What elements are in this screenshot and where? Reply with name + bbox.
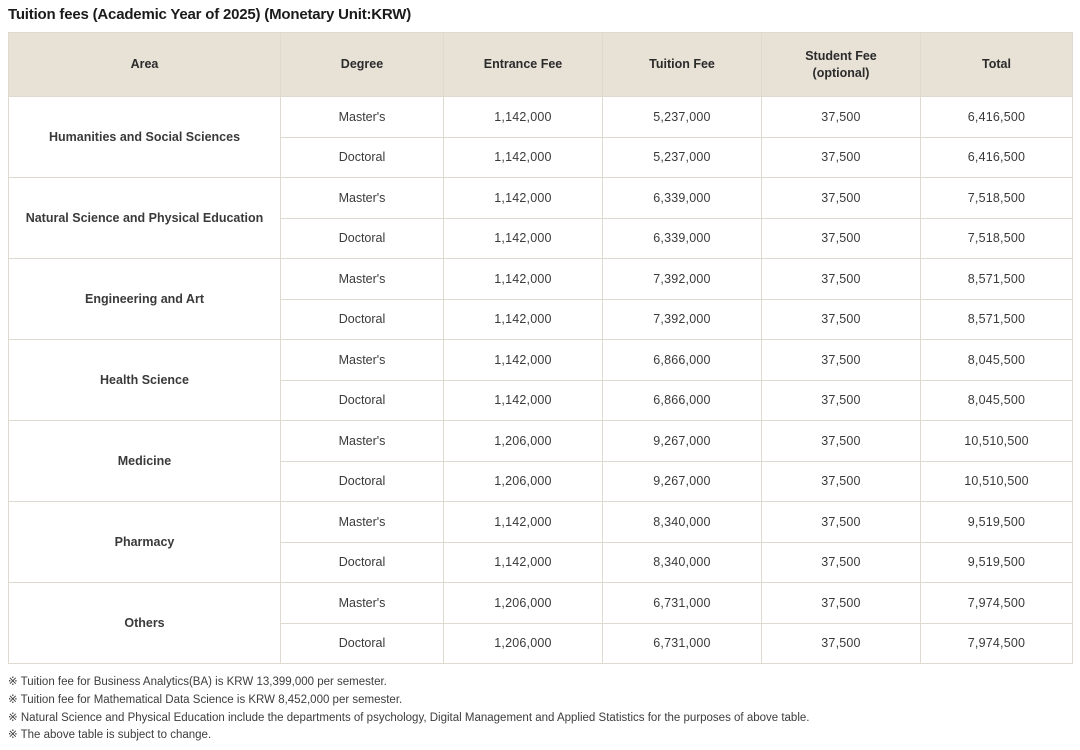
area-cell: Humanities and Social Sciences (9, 97, 281, 178)
table-body (9, 97, 1073, 664)
tuition-fee-cell: 5,237,000 (603, 97, 762, 138)
entrance-fee-cell: 1,142,000 (444, 259, 603, 300)
entrance-fee-cell: 1,142,000 (444, 502, 603, 543)
student-fee-cell: 37,500 (762, 461, 921, 502)
degree-cell: Doctoral (281, 380, 444, 421)
entrance-fee-cell: 1,142,000 (444, 137, 603, 178)
page-title: Tuition fees (Academic Year of 2025) (Monetary Unit:KRW) (8, 6, 412, 23)
entrance-fee-cell: 1,142,000 (444, 542, 603, 583)
total-cell: 7,518,500 (921, 218, 1073, 259)
student-fee-cell: 37,500 (762, 299, 921, 340)
area-cell: Natural Science and Physical Education (9, 178, 281, 259)
table-row (9, 502, 1073, 543)
total-cell: 7,518,500 (921, 178, 1073, 219)
entrance-fee-cell: 1,142,000 (444, 340, 603, 381)
tuition-fee-cell: 8,340,000 (603, 502, 762, 543)
note-item: ※ Tuition fee for Business Analytics(BA) is KRW 13,399,000 per semester. (8, 676, 387, 688)
degree-cell: Doctoral (281, 623, 444, 664)
tuition-fee-cell: 9,267,000 (603, 461, 762, 502)
column-header-degree: Degree (281, 33, 444, 97)
student-fee-label-line1: Student Fee (805, 48, 877, 63)
total-cell: 7,974,500 (921, 583, 1073, 624)
tuition-fee-cell: 6,866,000 (603, 380, 762, 421)
table-header-row (9, 33, 1073, 97)
tuition-fee-cell: 7,392,000 (603, 259, 762, 300)
tuition-fee-cell: 6,339,000 (603, 218, 762, 259)
entrance-fee-cell: 1,142,000 (444, 299, 603, 340)
tuition-fee-cell: 6,731,000 (603, 583, 762, 624)
degree-cell: Master's (281, 259, 444, 300)
total-cell: 9,519,500 (921, 502, 1073, 543)
student-fee-cell: 37,500 (762, 218, 921, 259)
area-cell: Medicine (9, 421, 281, 502)
degree-cell: Master's (281, 97, 444, 138)
table-row (9, 259, 1073, 300)
student-fee-cell: 37,500 (762, 380, 921, 421)
degree-cell: Doctoral (281, 137, 444, 178)
degree-cell: Master's (281, 340, 444, 381)
column-header-area: Area (9, 33, 281, 97)
total-cell: 10,510,500 (921, 461, 1073, 502)
total-cell: 6,416,500 (921, 137, 1073, 178)
note-item: ※ The above table is subject to change. (8, 729, 212, 742)
total-cell: 7,974,500 (921, 623, 1073, 664)
student-fee-cell: 37,500 (762, 137, 921, 178)
tuition-fee-cell: 6,339,000 (603, 178, 762, 219)
student-fee-cell: 37,500 (762, 583, 921, 624)
degree-cell: Master's (281, 178, 444, 219)
entrance-fee-cell: 1,142,000 (444, 178, 603, 219)
total-cell: 8,045,500 (921, 340, 1073, 381)
student-fee-cell: 37,500 (762, 421, 921, 462)
entrance-fee-cell: 1,206,000 (444, 623, 603, 664)
tuition-fee-cell: 9,267,000 (603, 421, 762, 462)
table-row (9, 583, 1073, 624)
area-cell: Pharmacy (9, 502, 281, 583)
entrance-fee-cell: 1,142,000 (444, 218, 603, 259)
total-cell: 8,045,500 (921, 380, 1073, 421)
column-header-student-fee (762, 33, 921, 97)
note-item: ※ Natural Science and Physical Education include the departments of psychology, Digital Management and Applied Statistics for the purposes of above table. (8, 711, 810, 724)
total-cell: 6,416,500 (921, 97, 1073, 138)
entrance-fee-cell: 1,206,000 (444, 461, 603, 502)
degree-cell: Master's (281, 421, 444, 462)
degree-cell: Master's (281, 502, 444, 543)
student-fee-cell: 37,500 (762, 542, 921, 583)
area-cell: Others (9, 583, 281, 664)
student-fee-cell: 37,500 (762, 97, 921, 138)
student-fee-cell: 37,500 (762, 623, 921, 664)
table-header (9, 33, 1073, 97)
total-cell: 9,519,500 (921, 542, 1073, 583)
total-cell: 10,510,500 (921, 421, 1073, 462)
note-item: ※ Tuition fee for Mathematical Data Science is KRW 8,452,000 per semester. (8, 693, 403, 706)
area-cell: Engineering and Art (9, 259, 281, 340)
tuition-fee-cell: 7,392,000 (603, 299, 762, 340)
entrance-fee-cell: 1,142,000 (444, 380, 603, 421)
tuition-fee-cell: 8,340,000 (603, 542, 762, 583)
tuition-fee-cell: 6,731,000 (603, 623, 762, 664)
student-fee-cell: 37,500 (762, 259, 921, 300)
tuition-fee-cell: 5,237,000 (603, 137, 762, 178)
student-fee-cell: 37,500 (762, 340, 921, 381)
degree-cell: Master's (281, 583, 444, 624)
column-header-total: Total (921, 33, 1073, 97)
column-header-tuition-fee: Tuition Fee (603, 33, 762, 97)
student-fee-label-line2: (optional) (812, 65, 870, 80)
student-fee-cell: 37,500 (762, 502, 921, 543)
degree-cell: Doctoral (281, 299, 444, 340)
entrance-fee-cell: 1,206,000 (444, 583, 603, 624)
column-header-entrance-fee: Entrance Fee (444, 33, 603, 97)
entrance-fee-cell: 1,206,000 (444, 421, 603, 462)
degree-cell: Doctoral (281, 542, 444, 583)
table-row (9, 340, 1073, 381)
table-notes (0, 664, 1080, 745)
tuition-fee-table (8, 32, 1073, 664)
degree-cell: Doctoral (281, 461, 444, 502)
tuition-fee-cell: 6,866,000 (603, 340, 762, 381)
degree-cell: Doctoral (281, 218, 444, 259)
total-cell: 8,571,500 (921, 259, 1073, 300)
student-fee-cell: 37,500 (762, 178, 921, 219)
table-row (9, 421, 1073, 462)
table-row (9, 97, 1073, 138)
total-cell: 8,571,500 (921, 299, 1073, 340)
entrance-fee-cell: 1,142,000 (444, 97, 603, 138)
area-cell: Health Science (9, 340, 281, 421)
table-row (9, 178, 1073, 219)
